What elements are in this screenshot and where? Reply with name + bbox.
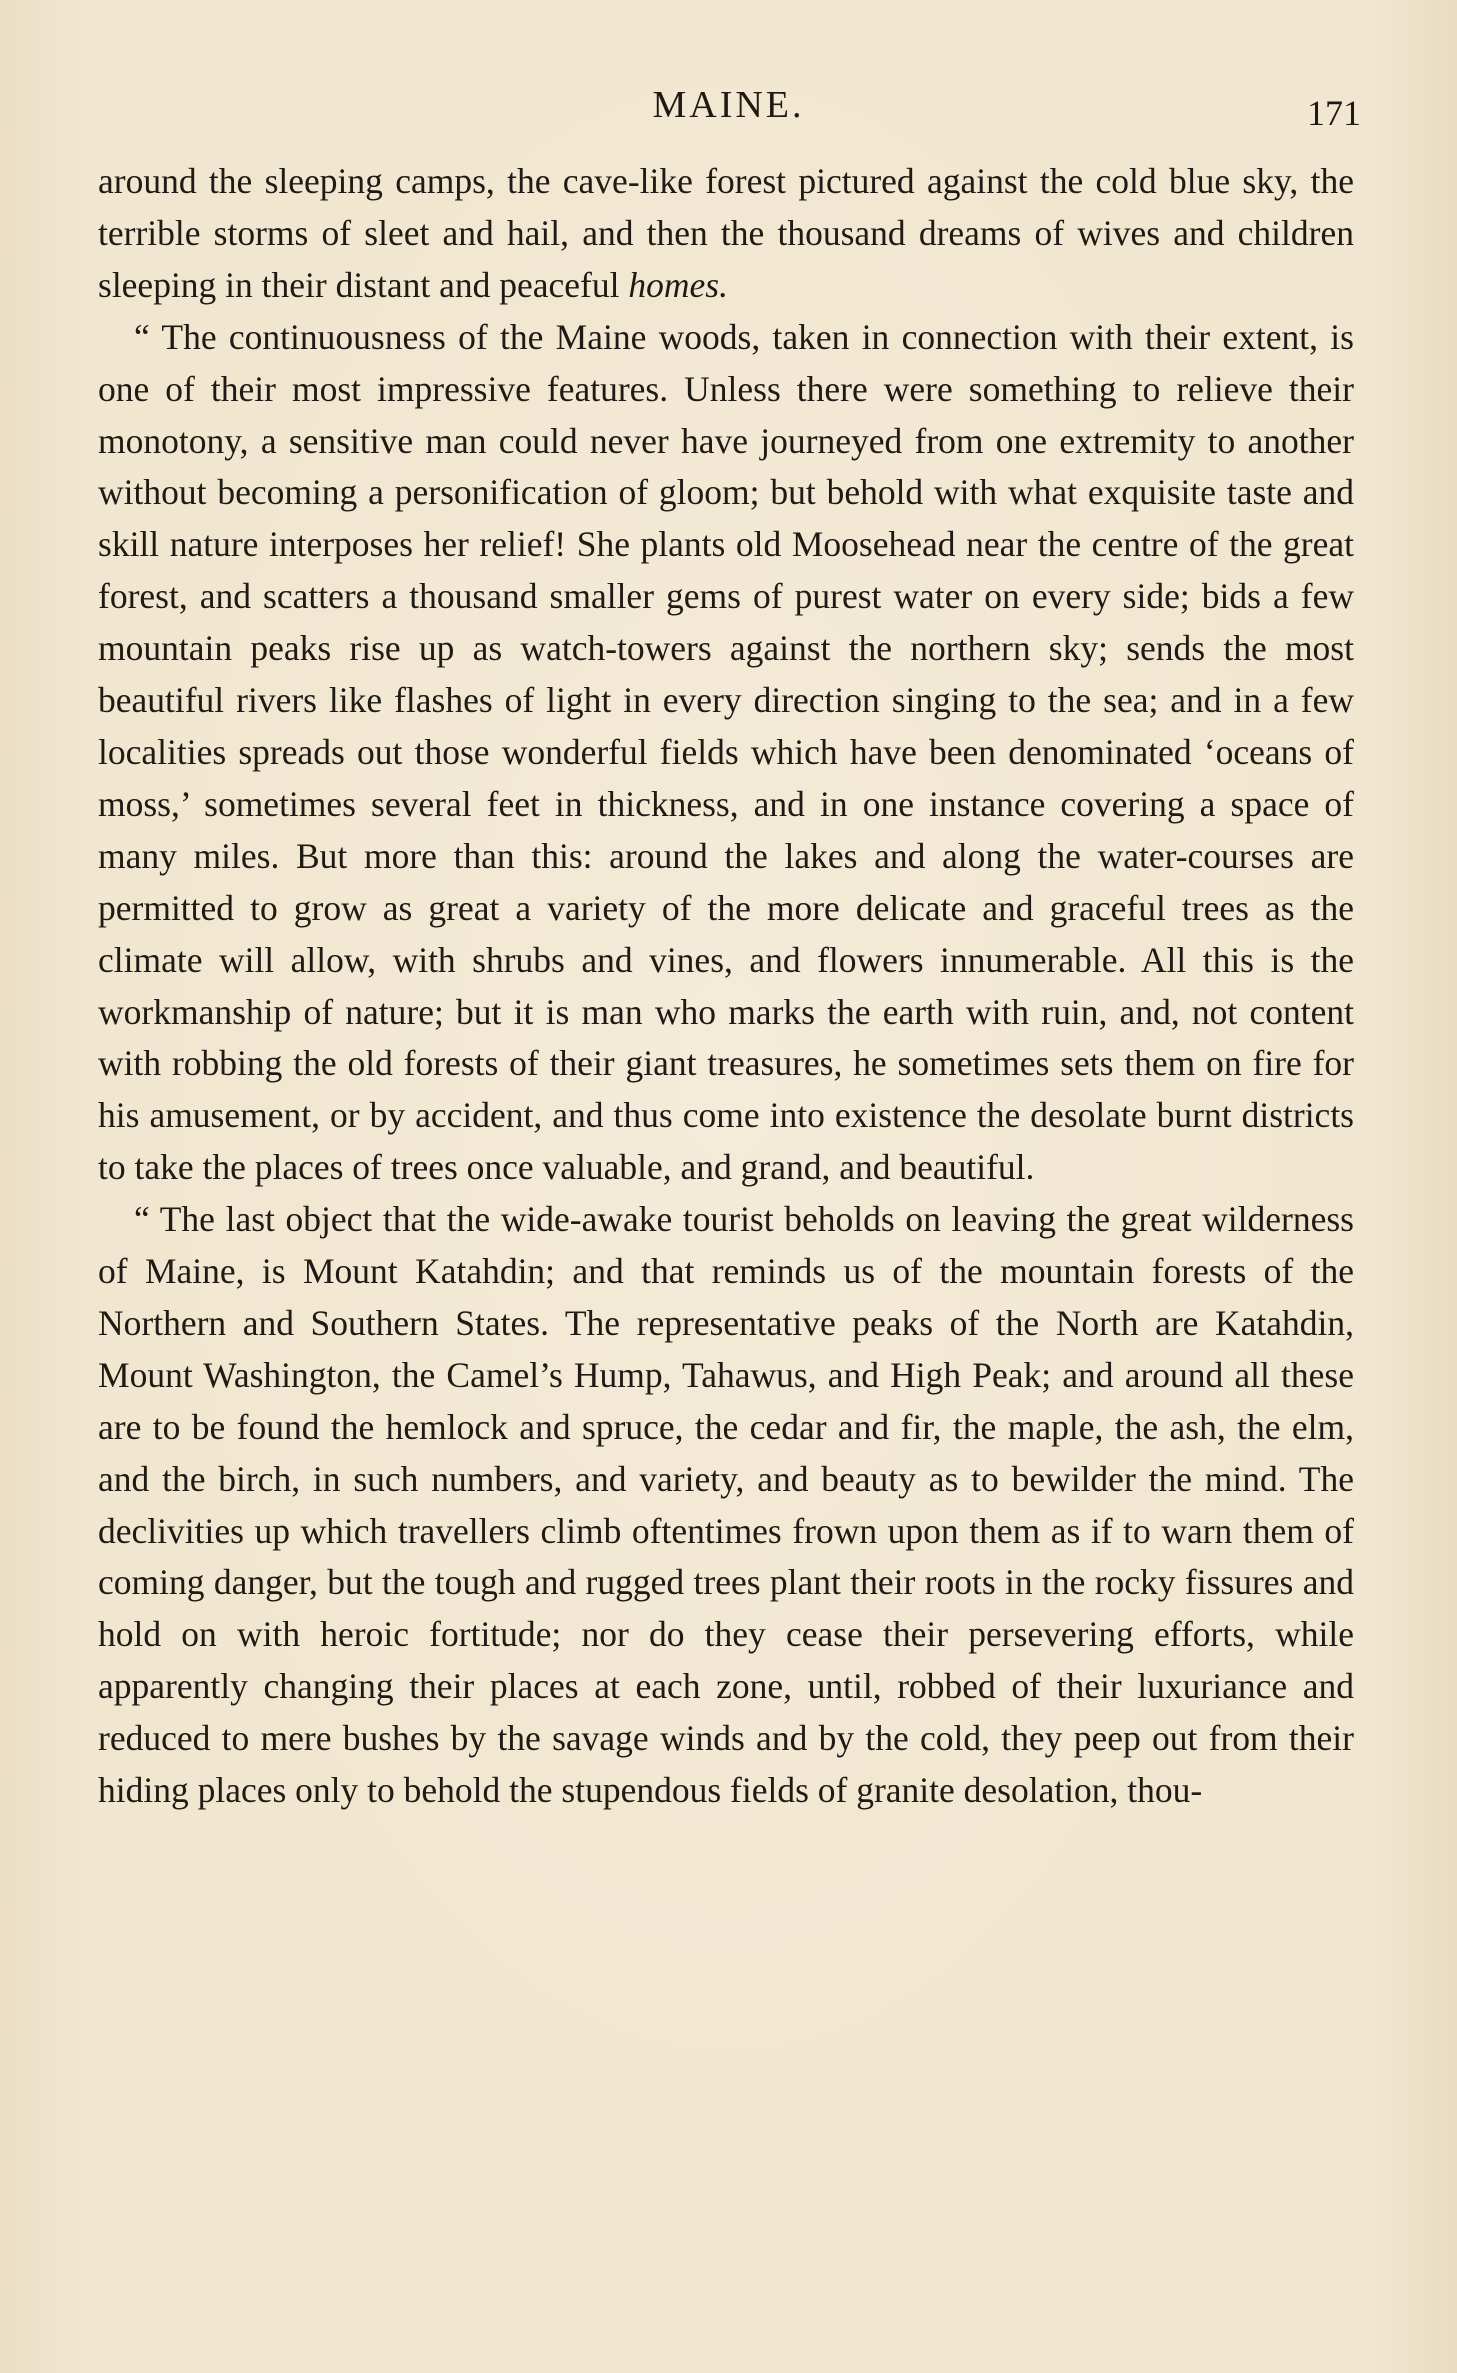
paragraph-1-italic: homes.: [628, 264, 728, 305]
running-title: MAINE.: [652, 84, 805, 126]
page-number: 171: [1307, 93, 1361, 133]
paragraph-1: [98, 156, 1354, 312]
body-text: [98, 156, 1354, 1817]
paragraph-1-text: around the sleeping camps, the cave-like forest pictured against the cold blue sky, the terrible storms of sleet and hail, and then the thousand dreams of wives and children sleeping in their distant and peaceful: [98, 161, 1354, 305]
paragraph-2: “ The continuousness of the Maine woods, taken in connection with their extent, is one of their most impressive features. Unless there were something to relieve their monotony, a sensitive man could never have journeyed from one extremity to another without becoming a personification of gloom; but behold with what exquisite taste and skill nature interposes her relief! She plants old Moosehead near the centre of the great forest, and scatters a thousand smaller gems of purest water on every side; bids a few mountain peaks rise up as watch-towers against the northern sky; sends the most beautiful rivers like flashes of light in every direction singing to the sea; and in a few localities spreads out those wonderful fields which have been denominated ‘oceans of moss,’ sometimes several feet in thickness, and in one instance covering a space of many miles. But more than this: around the lakes and along the water-courses are permitted to grow as great a variety of the more delicate and graceful trees as the climate will allow, with shrubs and vines, and flowers innumerable. All this is the workmanship of nature; but it is man who marks the earth with ruin, and, not content with robbing the old forests of their giant treasures, he sometimes sets them on fire for his amusement, or by accident, and thus come into existence the desolate burnt districts to take the places of trees once valuable, and grand, and beautiful.: [98, 316, 1354, 1188]
paragraph-3: “ The last object that the wide-awake tourist beholds on leaving the great wilderness of Maine, is Mount Katahdin; and that reminds us of the mountain forests of the Northern and Southern States. The representative peaks of the North are Katahdin, Mount Washington, the Camel’s Hump, Tahawus, and High Peak; and around all these are to be found the hemlock and spruce, the cedar and fir, the maple, the ash, the elm, and the birch, in such numbers, and variety, and beauty as to bewilder the mind. The declivities up which travellers climb oftentimes frown upon them as if to warn them of coming danger, but the tough and rugged trees plant their roots in the rocky fissures and hold on with heroic fortitude; nor do they cease their persevering efforts, while apparently changing their places at each zone, until, robbed of their luxuriance and reduced to mere bushes by the savage winds and by the cold, they peep out from their hiding places only to behold the stupendous fields of granite desolation, thou-: [98, 1199, 1354, 1811]
